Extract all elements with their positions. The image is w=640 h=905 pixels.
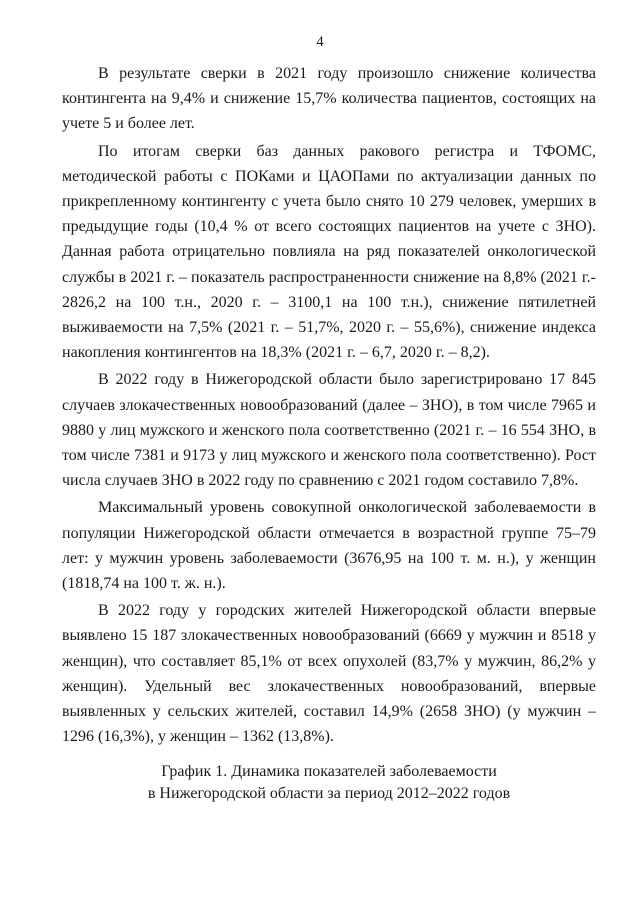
paragraph-reconciliation: В результате сверки в 2021 году произошло снижение количества контингента на 9,4% и снижение 15,7% количества пациентов, состоящих на учете 5 и более лет. — [62, 65, 596, 133]
page-number: 4 — [316, 34, 324, 50]
paragraph-max-incidence: Максимальный уровень совокупной онкологической заболеваемости в популяции Нижегородской области отмечается в возрастной группе 75–79 лет: у мужчин уровень заболеваемости (3676,95 на 100 т. м. н.), у женщин (1818,74 на 100 т. ж. н.). — [62, 499, 596, 593]
caption-line-1: График 1. Динамика показателей заболеваемости — [161, 763, 497, 780]
body-text — [62, 61, 596, 749]
paragraph-2022-registration: В 2022 году в Нижегородской области было зарегистрировано 17 845 случаев злокачественных новообразований (далее – ЗНО), в том числе 7965 и 9880 у лиц мужского и женского пола соответственно (2021 г. – 16 554 ЗНО, в том числе 7381 и 9173 у лиц мужского и женского пола соответственно). Рост числа случаев ЗНО в 2022 году по сравнению с 2021 годом составило 7,8%. — [62, 371, 596, 490]
chart-caption — [62, 761, 596, 805]
caption-line-2: в Нижегородской области за период 2012–2022 годов — [147, 785, 511, 802]
paragraph-registry-results: По итогам сверки баз данных ракового регистра и ТФОМС, методической работы с ПОКами и ЦАОПами по актуализации данных по прикрепленному контингенту с учета было снято 10 279 человек, умерших в предыдущие годы (10,4 % от всего состоящих пациентов на учете с ЗНО). Данная работа отрицательно повлияла на ряд показателей онкологической службы в 2021 г. – показатель распространенности снижение на 8,8% (2021 г.- 2826,2 на 100 т.н., 2020 г. – 3100,1 на 100 т.н.), снижение пятилетней выживаемости на 7,5% (2021 г. – 51,7%, 2020 г. – 55,6%), снижение индекса накопления контингентов на 18,3% (2021 г. – 6,7, 2020 г. – 8,2). — [62, 142, 596, 362]
paragraph-urban-rural: В 2022 году у городских жителей Нижегородской области впервые выявлено 15 187 злокачественных новообразований (6669 у мужчин и 8518 у женщин), что составляет 85,1% от всех опухолей (83,7% у мужчин, 86,2% у женщин). Удельный вес злокачественных новообразований, впервые выявленных у сельских жителей, составил 14,9% (2658 ЗНО) (у мужчин – 1296 (16,3%), у женщин – 1362 (13,8%). — [62, 602, 596, 746]
